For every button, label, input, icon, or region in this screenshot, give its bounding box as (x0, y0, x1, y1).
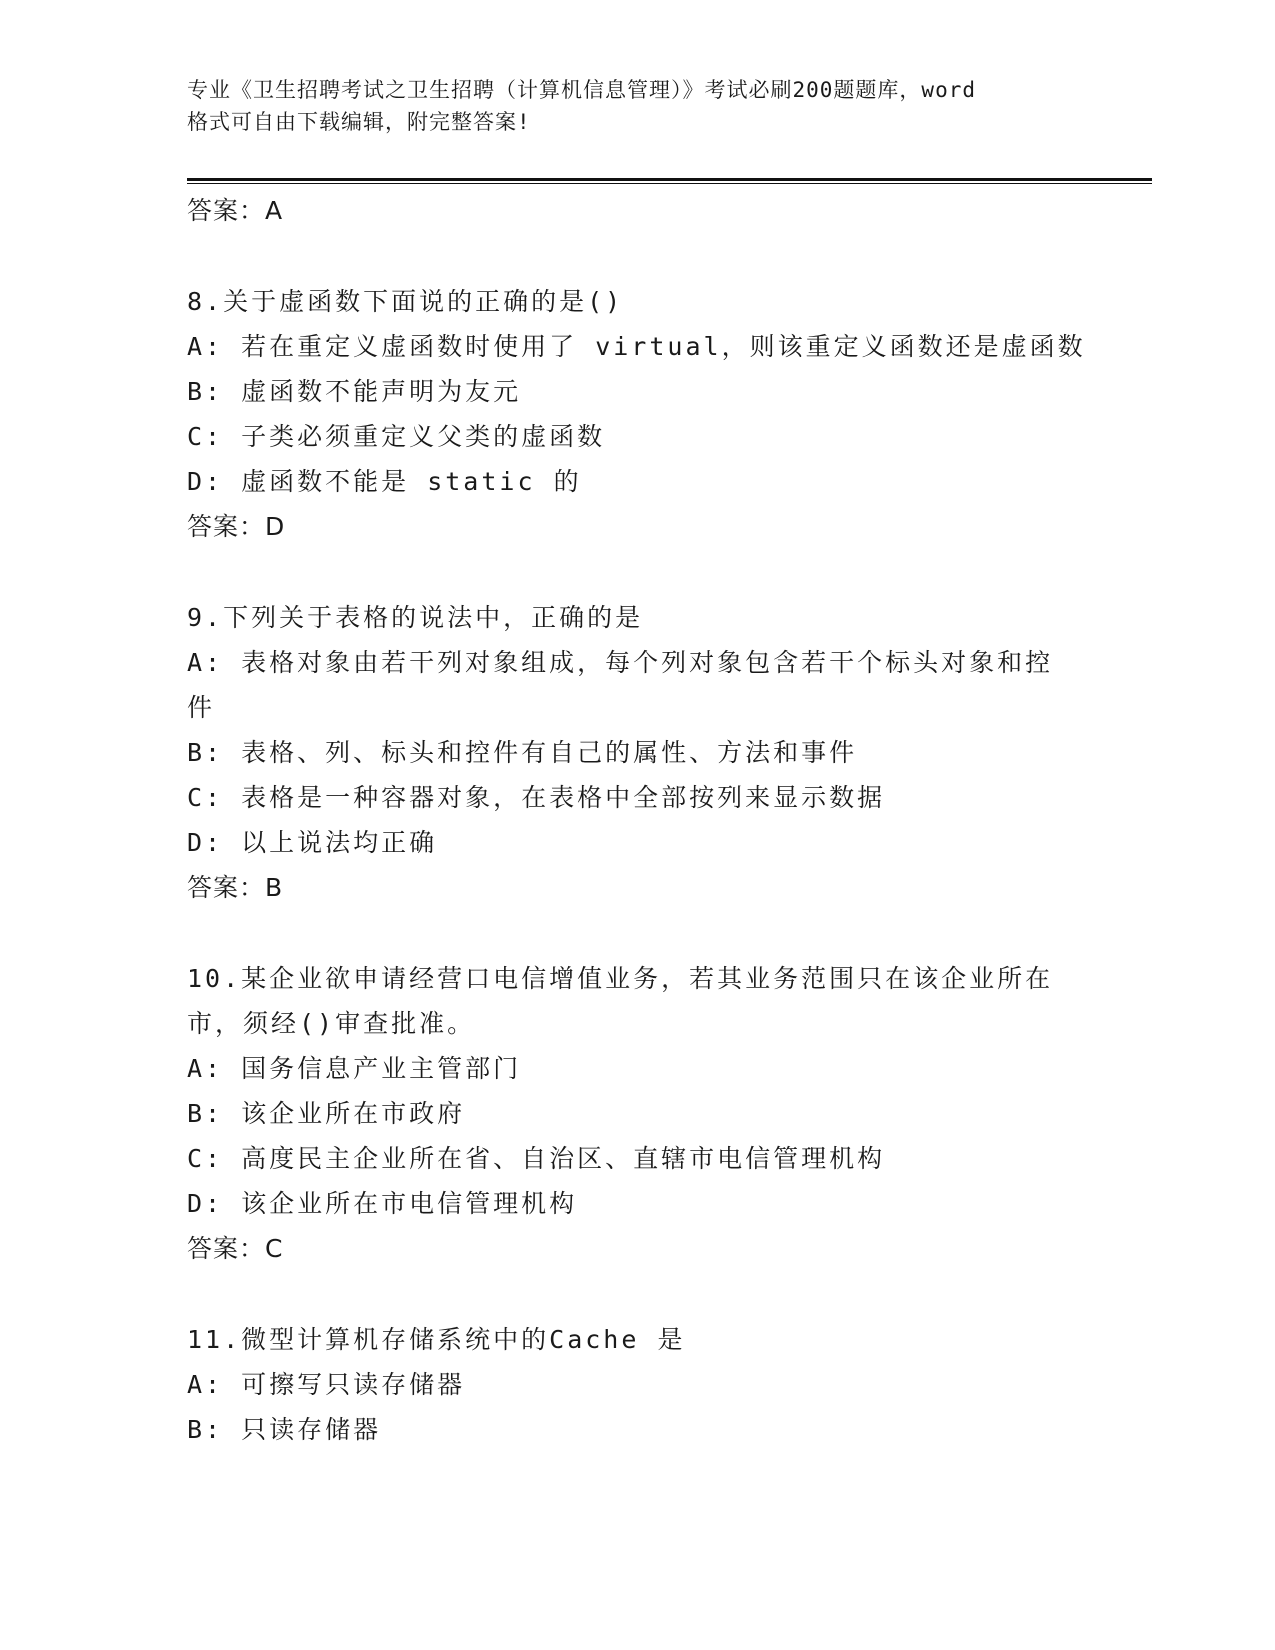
option-b: B: 该企业所在市政府 (187, 1099, 466, 1128)
question-stem: 11.微型计算机存储系统中的Cache 是 (187, 1325, 686, 1354)
question-9 (187, 595, 1087, 910)
question-stem: 10.某企业欲申请经营口电信增值业务，若其业务范围只在该企业所在 (187, 964, 1054, 993)
question-stem: 9.下列关于表格的说法中，正确的是 (187, 603, 644, 632)
option-c: C: 高度民主企业所在省、自治区、直辖市电信管理机构 (187, 1144, 886, 1173)
question-stem: 8.关于虚函数下面说的正确的是() (187, 287, 624, 316)
header-divider-thick (187, 178, 1152, 181)
answer-line: 答案：C (187, 1234, 284, 1263)
option-a: A: 国务信息产业主管部门 (187, 1054, 522, 1083)
option-a: A: 可擦写只读存储器 (187, 1370, 466, 1399)
header-divider-thin (187, 183, 1152, 184)
option-c: C: 子类必须重定义父类的虚函数 (187, 422, 606, 451)
option-b: B: 表格、列、标头和控件有自己的属性、方法和事件 (187, 738, 858, 767)
option-b: B: 只读存储器 (187, 1415, 382, 1444)
option-c: C: 表格是一种容器对象，在表格中全部按列来显示数据 (187, 783, 886, 812)
question-8 (187, 279, 1087, 549)
option-b: B: 虚函数不能声明为友元 (187, 377, 522, 406)
header-line-2: 格式可自由下载编辑，附完整答案! (187, 110, 531, 134)
answer-line: 答案：A (187, 196, 284, 225)
question-stem-continued: 市，须经()审查批准。 (187, 1009, 476, 1038)
question-list (187, 188, 1087, 1452)
answer-line: 答案：B (187, 873, 284, 902)
question-10 (187, 956, 1087, 1271)
option-a: A: 若在重定义虚函数时使用了 virtual，则该重定义函数还是虚函数 (187, 332, 1086, 361)
option-d: D: 该企业所在市电信管理机构 (187, 1189, 578, 1218)
answer-line: 答案：D (187, 512, 286, 541)
option-a: A: 表格对象由若干列对象组成，每个列对象包含若干个标头对象和控 (187, 648, 1054, 677)
option-d: D: 虚函数不能是 static 的 (187, 467, 582, 496)
document-header (187, 74, 1087, 138)
option-a-continued: 件 (187, 693, 216, 722)
option-d: D: 以上说法均正确 (187, 828, 438, 857)
question-11 (187, 1317, 1087, 1452)
header-line-1: 专业《卫生招聘考试之卫生招聘（计算机信息管理）》考试必刷200题题库，word (187, 78, 976, 102)
